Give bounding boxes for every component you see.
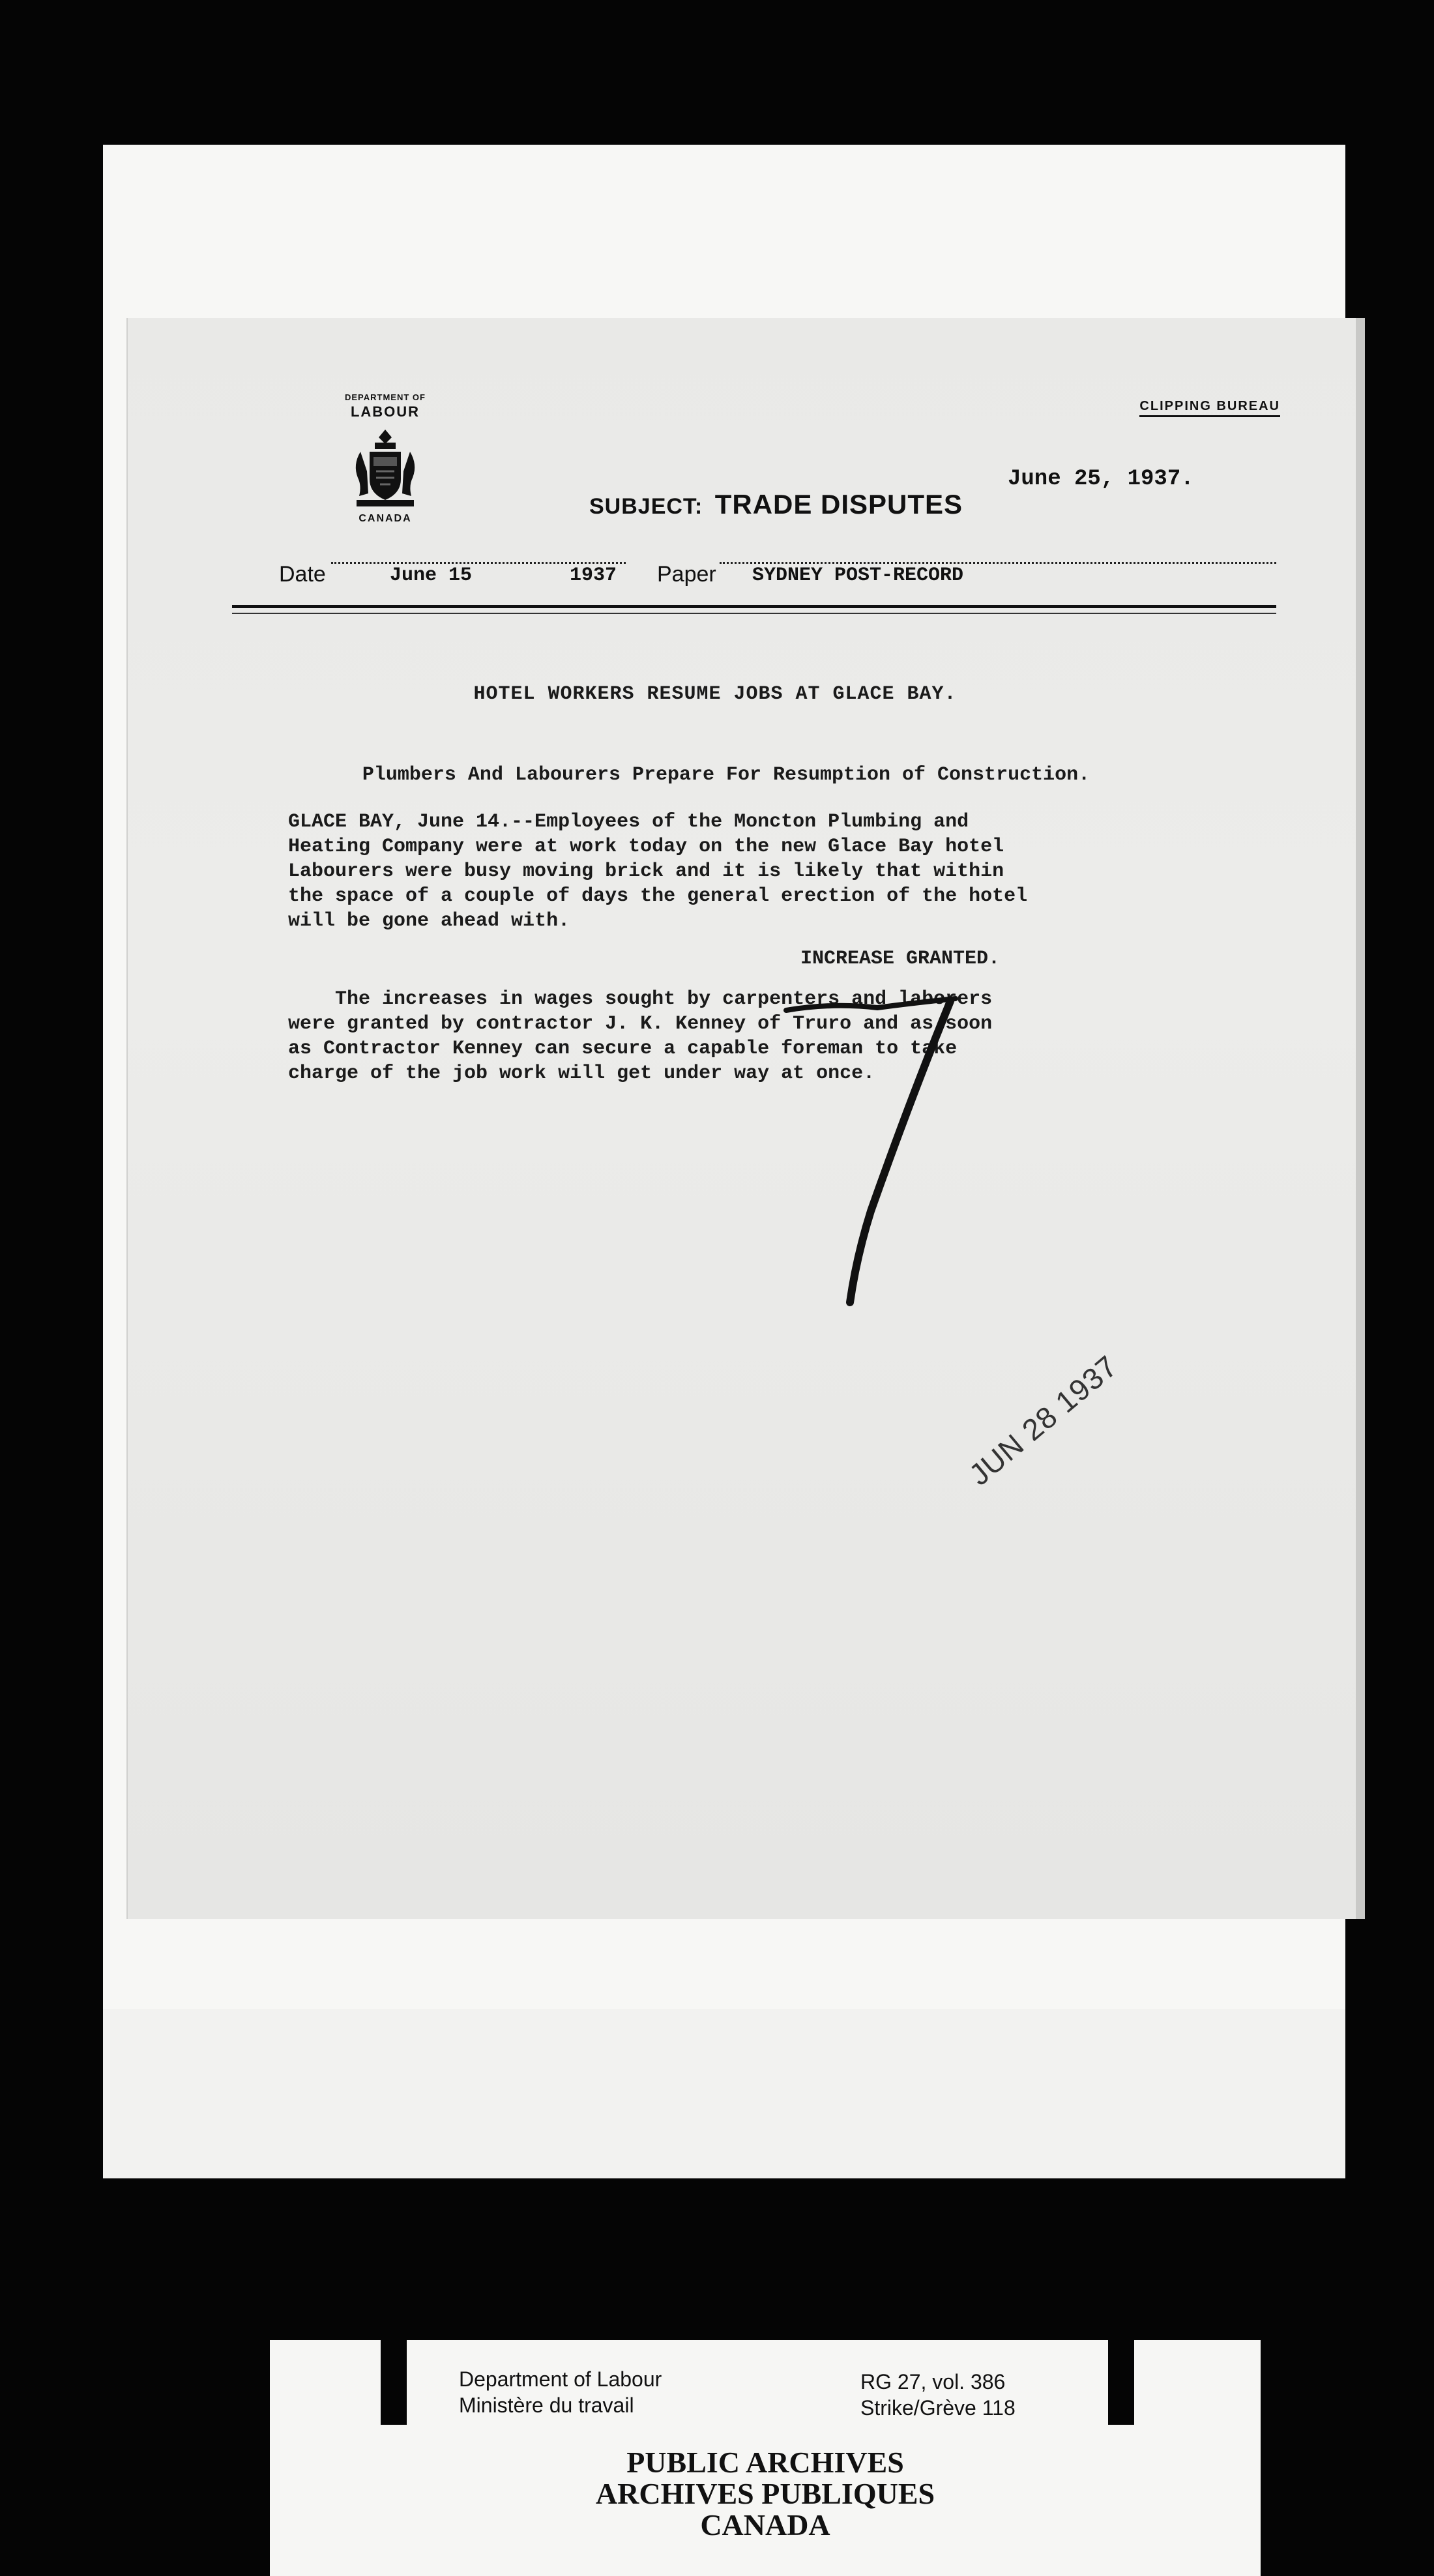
date-label: Date xyxy=(279,562,326,587)
label-dept-fr: Ministère du travail xyxy=(459,2393,634,2417)
department-country: CANADA xyxy=(358,513,412,524)
department-name: LABOUR xyxy=(350,403,420,420)
label-file: Strike/Grève 118 xyxy=(860,2396,1016,2420)
paper-dotted-line xyxy=(720,562,1276,564)
paper-label: Paper xyxy=(657,562,716,587)
article-paragraph-2: The increases in wages sought by carpenters and laborers were granted by contractor J. K. Kenney of Truro and as soon as Contractor Kenney can secure a capable foreman to take charge of the job work will get under way at once. xyxy=(288,988,993,1085)
received-date-stamp: JUN 28 1937 xyxy=(962,1349,1124,1492)
archive-label-card xyxy=(270,2340,1261,2576)
label-dept-en: Department of Labour xyxy=(459,2367,662,2391)
subject-label: SUBJECT: xyxy=(589,494,703,519)
subject-value: TRADE DISPUTES xyxy=(714,489,963,520)
subject-line xyxy=(589,489,963,520)
header-rule-thin xyxy=(232,613,1276,614)
article-crosshead: INCREASE GRANTED. xyxy=(800,948,1001,970)
article-paragraph-1: GLACE BAY, June 14.--Employees of the Moncton Plumbing and Heating Company were at work today on the new Glace Bay hotel Labourers were busy moving brick and it is likely that within the space of a couple of days the general erection of the hotel will be gone ahead with. xyxy=(288,811,1028,932)
label-department xyxy=(459,2366,662,2418)
archives-line-country: CANADA xyxy=(700,2508,830,2541)
coat-of-arms-icon xyxy=(346,426,424,510)
date-dotted-line xyxy=(331,562,626,564)
department-block xyxy=(317,392,454,525)
handwritten-seven-mark xyxy=(780,996,962,1322)
label-notch-left xyxy=(381,2340,407,2425)
clipping-bureau-label: CLIPPING BUREAU xyxy=(1139,399,1280,417)
date-value: June 15 xyxy=(390,564,473,587)
paper-value: SYDNEY POST-RECORD xyxy=(752,564,964,587)
filed-date: June 25, 1937. xyxy=(1008,467,1194,491)
department-top-label: DEPARTMENT OF xyxy=(345,392,426,402)
label-notch-right xyxy=(1108,2340,1134,2425)
header-rule xyxy=(232,605,1276,608)
label-reference xyxy=(860,2369,1016,2421)
article-subheadline: Plumbers And Labourers Prepare For Resumption of Construction. xyxy=(362,764,1090,786)
archives-line-fr: ARCHIVES PUBLIQUES xyxy=(595,2477,935,2510)
article-headline: HOTEL WORKERS RESUME JOBS AT GLACE BAY. xyxy=(473,683,957,705)
archives-line-en: PUBLIC ARCHIVES xyxy=(626,2446,904,2479)
page-edge xyxy=(1356,318,1365,1919)
clipping-page xyxy=(128,318,1365,1919)
backing-sheet-tab xyxy=(103,2009,1345,2178)
public-archives-title xyxy=(270,2447,1261,2541)
label-record-group: RG 27, vol. 386 xyxy=(860,2370,1006,2393)
year-value: 1937 xyxy=(570,564,617,587)
